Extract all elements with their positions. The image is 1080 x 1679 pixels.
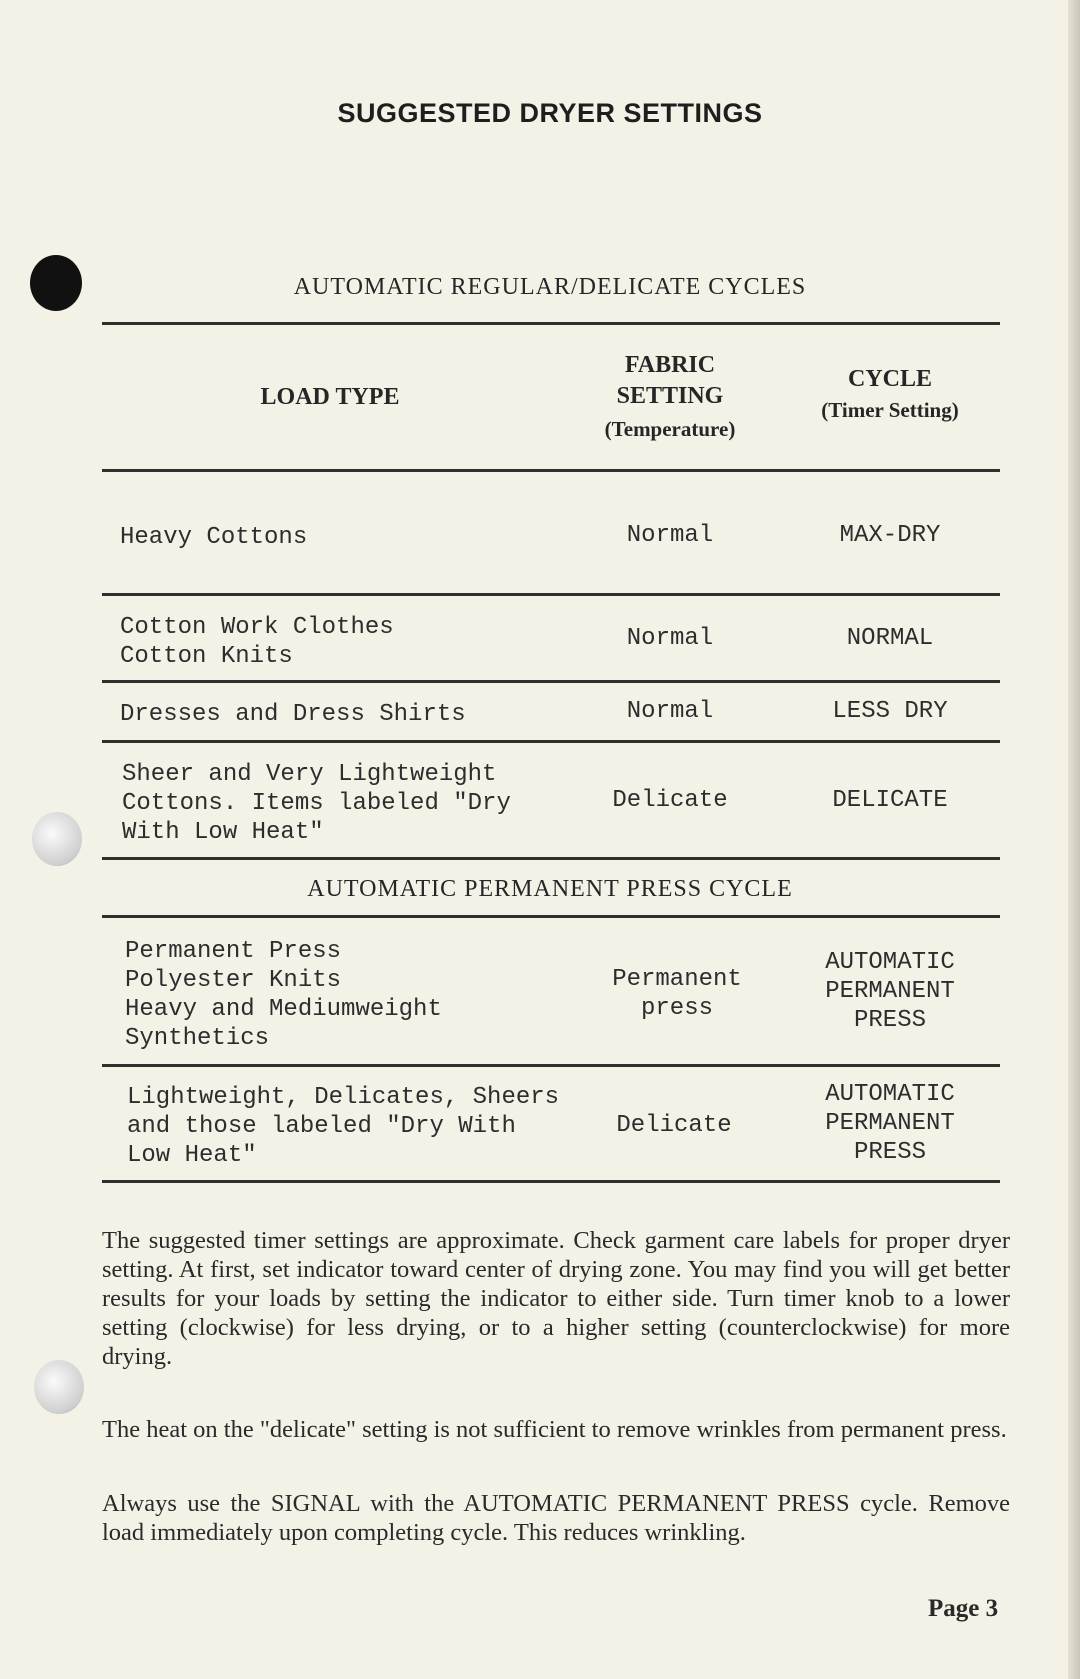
table-rule: [102, 1064, 1000, 1067]
column-header-cycle: CYCLE: [847, 366, 932, 392]
table-cell-fabric: Delicate: [612, 787, 728, 814]
table-cell-load: Sheer and Very Lightweight Cottons. Items labeled "Dry With Low Heat": [122, 761, 511, 846]
page-number: Page 3: [928, 1595, 999, 1622]
section-heading-regular-delicate: AUTOMATIC REGULAR/DELICATE CYCLES: [293, 274, 807, 300]
table-cell-fabric: Permanent press: [612, 966, 742, 1022]
table-rule: [102, 740, 1000, 743]
table-cell-fabric: Delicate: [616, 1112, 732, 1139]
table-cell-cycle: MAX-DRY: [839, 522, 941, 549]
table-rule: [102, 1180, 1000, 1183]
table-cell-fabric: Normal: [626, 522, 714, 549]
table-cell-cycle: NORMAL: [846, 625, 934, 652]
table-cell-load: Cotton Work Clothes Cotton Knits: [120, 614, 394, 670]
binder-hole-icon: [32, 812, 82, 866]
paragraph-timer-settings: The suggested timer settings are approximate. Check garment care labels for proper dryer setting. At first, set indicator toward center of drying zone. You may find you will get better results for your loads by setting the indicator to either side. Turn timer knob to a lower setting (clockwise) for less drying, or to a higher setting (counterclockwise) for more drying.: [102, 1227, 1010, 1370]
column-header-temperature: (Temperature): [604, 417, 736, 441]
table-rule: [102, 469, 1000, 472]
column-header-load-type: LOAD TYPE: [260, 384, 400, 410]
table-rule: [102, 680, 1000, 683]
table-cell-load: Lightweight, Delicates, Sheers and those labeled "Dry With Low Heat": [127, 1084, 560, 1169]
table-rule: [102, 322, 1000, 325]
table-rule: [102, 915, 1000, 918]
paragraph-signal: Always use the SIGNAL with the AUTOMATIC PERMANENT PRESS cycle. Remove load immediately upon completing cycle. This reduces wrinkling.: [102, 1490, 1010, 1546]
table-cell-load: Dresses and Dress Shirts: [120, 701, 466, 728]
page-title: SUGGESTED DRYER SETTINGS: [337, 98, 763, 128]
section-heading-permanent-press: AUTOMATIC PERMANENT PRESS CYCLE: [307, 876, 793, 902]
column-header-timer-setting: (Timer Setting): [821, 398, 959, 422]
page-edge: [1068, 0, 1080, 1679]
table-cell-cycle: AUTOMATIC PERMANENT PRESS: [825, 949, 955, 1034]
table-cell-cycle: LESS DRY: [832, 698, 948, 725]
table-cell-load: Heavy Cottons: [120, 524, 308, 551]
binder-hole-icon: [30, 255, 82, 311]
table-cell-fabric: Normal: [626, 625, 714, 652]
column-header-setting: SETTING: [616, 383, 724, 409]
table-cell-cycle: DELICATE: [832, 787, 948, 814]
table-cell-load: Permanent Press Polyester Knits Heavy and Mediumweight Synthetics: [125, 938, 442, 1052]
column-header-fabric: FABRIC: [624, 352, 716, 378]
table-rule: [102, 593, 1000, 596]
table-rule: [102, 857, 1000, 860]
binder-hole-icon: [34, 1360, 84, 1414]
table-cell-cycle: AUTOMATIC PERMANENT PRESS: [825, 1081, 955, 1166]
table-cell-fabric: Normal: [626, 698, 714, 725]
paragraph-delicate-heat: The heat on the "delicate" setting is not sufficient to remove wrinkles from permanent press.: [102, 1416, 1007, 1443]
